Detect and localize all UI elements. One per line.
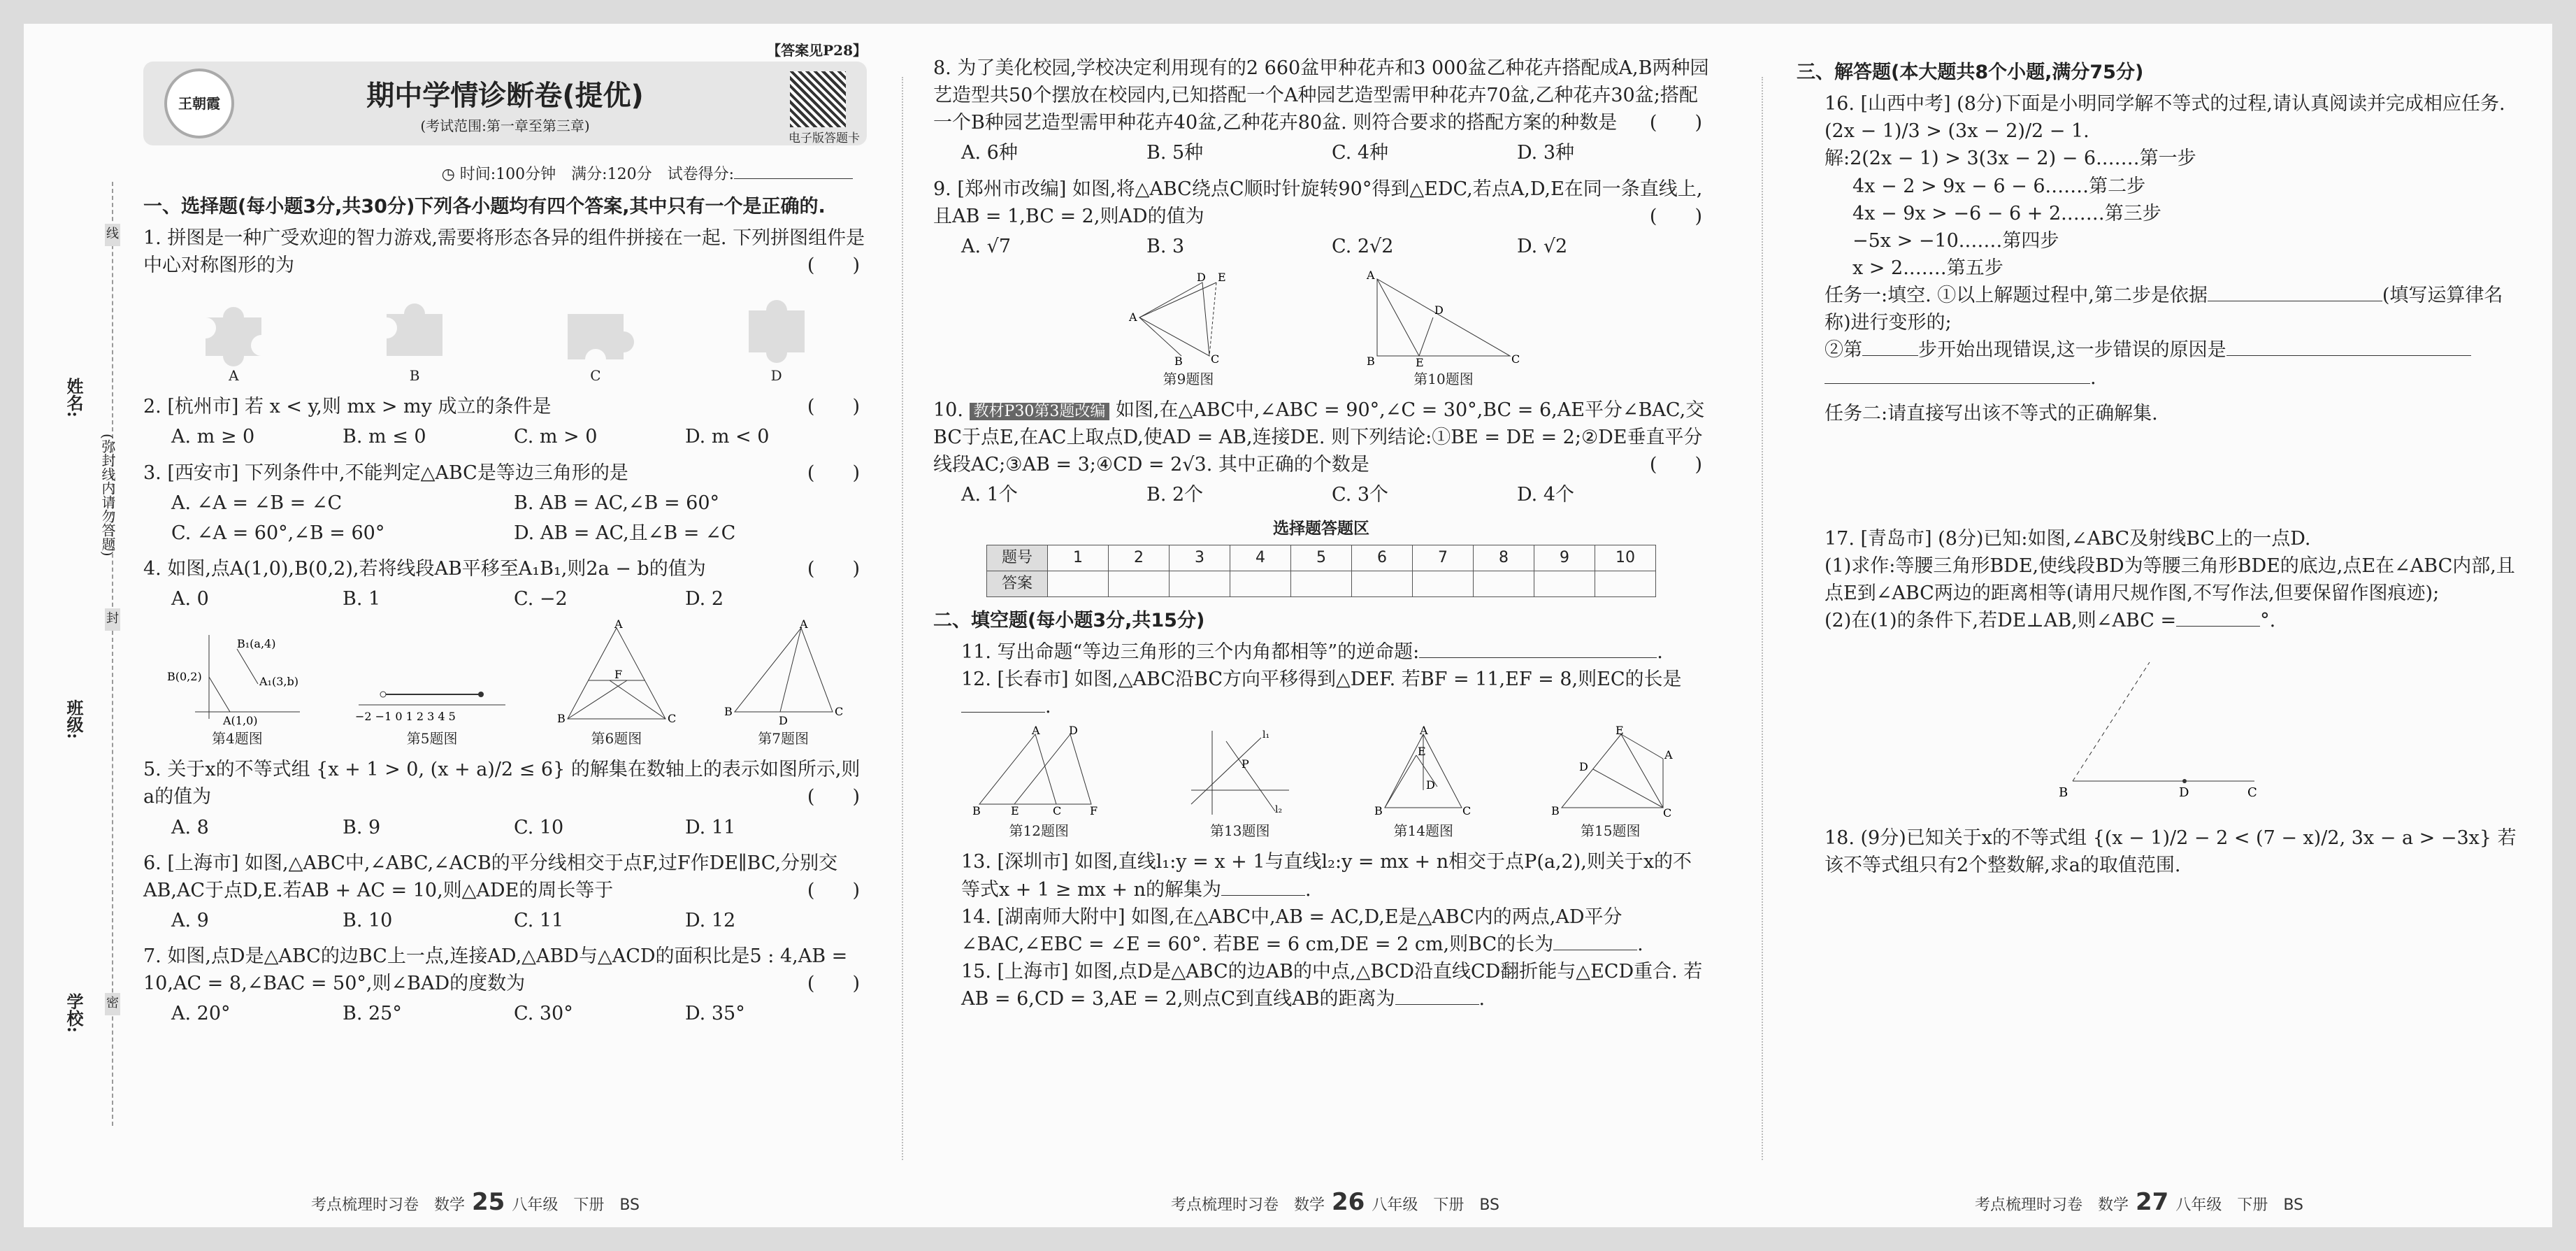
q8-text: 8. 为了美化校园,学校决定利用现有的2 660盆甲种花卉和3 000盆乙种花卉搭配成A,B两种园艺造型共50个摆放在校园内,已知搭配一个A种园艺造型需甲种花卉70盆,乙种花卉30盆;搭配一个B种园艺造型需甲种花卉40盆,乙种花卉80盆. 则符合要求的搭配方案的种数是	[933, 57, 1709, 134]
q17-part2-text: (2)在(1)的条件下,若DE⊥AB,则∠ABC =	[1825, 610, 2177, 632]
question-5	[143, 756, 867, 810]
q1-text: 1. 拼图是一种广受欢迎的智力游戏,需要将形态各异的组件拼接在一起. 下列拼图组件是中心对称图形的为	[143, 227, 865, 277]
qr-code[interactable]	[790, 71, 846, 127]
q3-opt-c: C. ∠A = 60°,∠B = 60°	[171, 522, 385, 544]
q8-opt-b: B. 5种	[1146, 142, 1204, 164]
svg-text:A: A	[799, 617, 808, 631]
q16-blank-3[interactable]	[2226, 355, 2471, 356]
q16-step-4: −5x > −10.……第四步	[1852, 229, 2059, 252]
footer-page-26	[1171, 1188, 1499, 1216]
footer-label: 考点梳理时习卷 数学	[311, 1196, 466, 1214]
q16-task1-part2	[1825, 336, 2517, 364]
q17-angle-diagram	[2045, 648, 2268, 802]
question-11: 11. 写出命题“等边三角形的三个内角都相等”的逆命题: .	[961, 641, 1663, 664]
answer-paren[interactable]: ( )	[1649, 112, 1702, 134]
q16-step-5: x > 2.……第五步	[1852, 257, 2003, 279]
ans-num: 10	[1595, 545, 1656, 571]
q17-part1: (1)求作:等腰三角形BDE,使线段BD为等腰三角形BDE的底边,点E在∠ABC内部,且点E到∠ABC两边的距离相等(请用尺规作图,不写作法,但要保留作图痕迹);	[1825, 555, 2515, 605]
question-14: 14. [湖南师大附中] 如图,在△ABC中,AB = AC,D,E是△ABC内的两点,AD平分∠BAC,∠EBC = ∠E = 60°. 若BE = 6 cm,DE = 2 cm,则BC的长为 .	[961, 906, 1643, 955]
svg-text:B: B	[1367, 354, 1375, 368]
q7-text: 7. 如图,点D是△ABC的边BC上一点,连接AD,△ABD与△ACD的面积比是5 : 4,AB = 10,AC = 8,∠BAC = 50°,则∠BAD的度数为	[143, 945, 848, 995]
page-number: 26	[1332, 1188, 1365, 1216]
q6-opt-a: A. 9	[171, 910, 209, 931]
q12-blank[interactable]	[961, 712, 1045, 713]
figures-12-15	[933, 724, 1709, 841]
svg-text:A: A	[614, 617, 623, 631]
q13-text: 13. [深圳市] 如图,直线l₁:y = x + 1与直线l₂:y = mx + n相交于点P(a,2),则关于x的不等式x + 1 ≥ mx + n的解集为	[961, 851, 1692, 901]
q16-step-3: 4x − 9x > −6 − 6 + 2.……第三步	[1852, 202, 2161, 224]
svg-text:B: B	[556, 712, 566, 726]
svg-text:D: D	[1426, 778, 1436, 792]
ans-num: 3	[1170, 545, 1230, 571]
answer-cell[interactable]	[1413, 571, 1474, 596]
footer-page-27	[1975, 1188, 2303, 1216]
fig6-caption: 第6题图	[591, 730, 642, 748]
q2-text: 2. [杭州市] 若 x < y,则 mx > my 成立的条件是	[143, 396, 552, 418]
fig13-caption: 第13题图	[1210, 822, 1270, 840]
q4-opt-a: A. 0	[171, 588, 209, 610]
q3-text: 3. [西安市] 下列条件中,不能判定△ABC是等边三角形的是	[143, 462, 628, 484]
svg-text:B: B	[1174, 354, 1183, 368]
q2-opt-b: B. m ≤ 0	[343, 426, 426, 448]
svg-text:C: C	[2247, 785, 2257, 801]
exam-subtitle: (考试范围:第一章至第三章)	[420, 117, 590, 134]
footer-grade: 八年级 下册 BS	[2175, 1196, 2304, 1214]
question-8	[933, 55, 1709, 136]
svg-text:D: D	[2179, 785, 2189, 801]
column-3: 三、解答题(本大题共8个小题,满分75分) 16. [山西中考] (8分)下面是小明同学解不等式的过程,请认真阅读并完成相应任务. (2x − 1)/3 > (3x − 2)/2 − 1. 解:2(2x − 1) > 3(3x − 2) − 6.……第一步 4x − 2 > 9x − 6 − 6.……第二步 4x − 9x > −6 − 6 + 2.……第三步 −5x > −10.……第四步 x > 2.……第五步 任务一:填空. ①以上解题过程中,第二步是依据 (填写运算律名称)进行变形的; ②第 步开始出现错误,这一步错误的原因是 . 任务二:请直接写出该不等式的正确解集. 17. [青岛市] (8分)已知:如图,∠ABC及射线BC上的一点D. (1)求作:等腰三角形BDE,使线段BD为等腰三角形BDE的底边,点E在∠ABC内部,且点E到∠ABC两边的距离相等(请用尺规作图,不写作法,但要保留作图痕迹); (2)在(1)的条件下,若DE⊥AB,则∠ABC = °. B D C 18. (9分)已知关于x的不等式组 {(x − 1)/2 − 2 < (7 − x)/2, 3x − a > −3x} 若该不等式组只有2个整数解,求a的取值范围.	[1797, 55, 2517, 1188]
section-2-title: 二、填空题(每小题3分,共15分)	[933, 609, 1205, 631]
fig13-diagram	[1184, 727, 1296, 818]
q6-opt-d: D. 12	[685, 910, 736, 931]
ans-num: 7	[1413, 545, 1474, 571]
svg-text:A: A	[1367, 268, 1375, 282]
svg-text:D: D	[1578, 760, 1588, 774]
footer-page-25	[311, 1188, 640, 1216]
q5-opt-b: B. 9	[343, 816, 381, 838]
svg-text:A(1,0): A(1,0)	[223, 714, 258, 728]
svg-text:C: C	[1462, 804, 1472, 818]
qr-label: 电子版答题卡	[789, 131, 860, 145]
q11-blank[interactable]	[1419, 657, 1657, 658]
column-divider	[902, 77, 903, 1160]
fig4-diagram	[167, 628, 307, 726]
footer-label: 考点梳理时习卷 数学	[1975, 1196, 2129, 1214]
svg-text:F: F	[614, 668, 622, 682]
q7-opt-c: C. 30°	[514, 1003, 573, 1025]
fig4-caption: 第4题图	[212, 730, 263, 748]
svg-text:B₁(a,4): B₁(a,4)	[237, 637, 276, 651]
q3-opt-d: D. AB = AC,且∠B = ∠C	[514, 522, 736, 544]
question-13: 13. [深圳市] 如图,直线l₁:y = x + 1与直线l₂:y = mx + n相交于点P(a,2),则关于x的不等式x + 1 ≥ mx + n的解集为 .	[961, 851, 1692, 901]
svg-text:D: D	[1434, 303, 1444, 317]
q4-opt-d: D. 2	[685, 588, 724, 610]
svg-text:l₁: l₁	[1262, 729, 1269, 741]
answer-paren[interactable]: ( )	[807, 396, 860, 418]
fig9-diagram	[1118, 269, 1258, 366]
svg-text:B: B	[1374, 804, 1383, 818]
fig12-caption: 第12题图	[1009, 822, 1069, 840]
exam-meta: 时间:100分钟 满分:120分 试卷得分:	[459, 166, 734, 183]
q2-opt-c: C. m > 0	[514, 426, 598, 448]
question-6	[143, 850, 867, 904]
svg-text:F: F	[1090, 804, 1098, 818]
question-7	[143, 943, 867, 997]
answer-cell[interactable]	[1352, 571, 1413, 596]
svg-text:A: A	[1420, 724, 1428, 738]
q17-figure	[1797, 648, 2517, 810]
q10-text: 如图,在△ABC中,∠ABC = 90°,∠C = 30°,BC = 6,AE平分∠BAC,交BC于点E,在AC上取点D,使AD = AB,连接DE. 则下列结论:①BE = DE = 2;②DE垂直平分线段AC;③AB = 3;④CD = 2√3. 其中正确的个数是	[933, 399, 1705, 476]
ans-num: 1	[1048, 545, 1109, 571]
q16-blank-4[interactable]	[1825, 383, 2090, 384]
question-4	[143, 555, 867, 582]
q9-opt-b: B. 3	[1146, 235, 1185, 257]
exam-title: 期中学情诊断卷(提优)	[366, 80, 644, 112]
opt-b: B	[409, 367, 420, 385]
row-label-num: 题号	[987, 545, 1048, 571]
q11-text: 11. 写出命题“等边三角形的三个内角都相等”的逆命题:	[961, 641, 1420, 664]
q1-figures	[143, 293, 867, 386]
q10-badge: 教材P30第3题改编	[970, 403, 1110, 420]
q16-step-1: 解:2(2x − 1) > 3(3x − 2) − 6.……第一步	[1825, 148, 2196, 170]
q7-opt-d: D. 35°	[685, 1003, 745, 1025]
svg-text:A: A	[1129, 310, 1137, 324]
seal-tag-seal: 封	[105, 608, 120, 631]
question-12: 12. [长春市] 如图,△ABC沿BC方向平移得到△DEF. 若BF = 11,EF = 8,则EC的长是.	[961, 669, 1682, 718]
question-18: 18. (9分)已知关于x的不等式组 {(x − 1)/2 − 2 < (7 − x)/2, 3x − a > −3x} 若该不等式组只有2个整数解,求a的取值范围.	[1825, 827, 2517, 876]
svg-text:B: B	[1550, 804, 1560, 818]
svg-text:E: E	[1011, 804, 1019, 818]
q9-opt-c: C. 2√2	[1332, 235, 1394, 257]
svg-text:C: C	[1511, 352, 1520, 366]
row-label-answer: 答案	[987, 571, 1048, 596]
svg-text:E: E	[1218, 270, 1226, 284]
q16-task1-suffix: (填写运算律名称)进行变形的;	[1825, 285, 2503, 334]
puzzle-a-icon	[195, 293, 272, 363]
q17-intro: 17. [青岛市] (8分)已知:如图,∠ABC及射线BC上的一点D.	[1825, 527, 2311, 550]
q16-task1c-text: ②第	[1825, 339, 1862, 362]
q4-opt-b: B. 1	[343, 588, 381, 610]
name-label: 姓名:	[64, 378, 84, 417]
question-9	[933, 176, 1709, 230]
q2-opt-a: A. m ≥ 0	[171, 426, 255, 448]
q9-text: 9. [郑州市改编] 如图,将△ABC绕点C顺时针旋转90°得到△EDC,若点A,D,E在同一条直线上,且AB = 1,BC = 2,则AD的值为	[933, 178, 1703, 227]
q16-task2: 任务二:请直接写出该不等式的正确解集.	[1825, 402, 2158, 424]
column-divider	[1762, 77, 1763, 1160]
answer-paren[interactable]: ( )	[807, 558, 860, 580]
q16-inequality: (2x − 1)/3 > (3x − 2)/2 − 1.	[1825, 120, 2089, 143]
q6-opt-b: B. 10	[343, 910, 393, 931]
q6-text: 6. [上海市] 如图,△ABC中,∠ABC,∠ACB的平分线相交于点F,过F作DE∥BC,分别交AB,AC于点D,E.若AB + AC = 10,则△ADE的周长等于	[143, 852, 838, 901]
fig9-caption: 第9题图	[1163, 370, 1214, 387]
svg-text:C: C	[1053, 804, 1062, 818]
q7-opt-a: A. 20°	[171, 1003, 231, 1025]
svg-text:−2 −1 0 1 2 3 4 5: −2 −1 0 1 2 3 4 5	[355, 710, 456, 724]
column-2	[933, 55, 1709, 1188]
answer-cell[interactable]	[1109, 571, 1170, 596]
fig14-caption: 第14题图	[1393, 822, 1453, 840]
figures-4-7	[143, 617, 867, 749]
seal-line	[112, 182, 113, 1126]
q5-text: 5. 关于x的不等式组 {x + 1 > 0, (x + a)/2 ≤ 6} 的解集在数轴上的表示如图所示,则a的值为	[143, 759, 861, 808]
clock-icon: ◷	[441, 166, 460, 183]
seal-note: (弥封线内请勿答题)	[99, 434, 116, 557]
svg-text:E: E	[1615, 724, 1624, 738]
fig15-caption: 第15题图	[1581, 822, 1641, 840]
q8-opt-a: A. 6种	[961, 142, 1018, 164]
question-2	[143, 393, 867, 420]
answer-cell[interactable]	[1291, 571, 1352, 596]
q3-opt-b: B. AB = AC,∠B = 60°	[514, 492, 720, 514]
svg-text:E: E	[1416, 355, 1424, 369]
q2-opt-d: D. m < 0	[685, 426, 770, 448]
q6-opt-c: C. 11	[514, 910, 564, 931]
q5-opt-d: D. 11	[685, 816, 736, 838]
fig7-caption: 第7题图	[758, 730, 809, 748]
q7-opt-b: B. 25°	[343, 1003, 402, 1025]
footer-grade: 八年级 下册 BS	[1372, 1196, 1500, 1214]
answer-paren[interactable]: ( )	[1649, 454, 1702, 476]
exam-header	[143, 42, 867, 145]
q5-opt-a: A. 8	[171, 816, 209, 838]
page-number: 27	[2136, 1188, 2169, 1216]
q16-task1	[1825, 282, 2517, 336]
q14-text: 14. [湖南师大附中] 如图,在△ABC中,AB = AC,D,E是△ABC内的两点,AD平分∠BAC,∠EBC = ∠E = 60°. 若BE = 6 cm,DE = 2 cm,则BC的长为	[961, 906, 1622, 955]
answer-cell[interactable]	[1474, 571, 1534, 596]
fig12-diagram	[972, 724, 1105, 818]
svg-text:B: B	[972, 804, 981, 818]
question-3	[143, 459, 867, 487]
q9-opt-a: A. √7	[961, 235, 1012, 257]
svg-text:B(0,2): B(0,2)	[167, 670, 203, 684]
logo-text: 王朝霞	[178, 95, 220, 112]
answer-cell[interactable]	[1595, 571, 1656, 596]
svg-text:C: C	[667, 712, 677, 726]
seal-tag-secret: 密	[105, 993, 120, 1015]
svg-text:D: D	[778, 714, 788, 728]
q15-text: 15. [上海市] 如图,点D是△ABC的边AB的中点,△BCD沿直线CD翻折能与△ECD重合. 若AB = 6,CD = 3,AE = 2,则点C到直线AB的距离为	[961, 961, 1703, 1010]
q10-opt-b: B. 2个	[1146, 484, 1204, 506]
svg-text:C: C	[834, 705, 843, 719]
svg-text:A: A	[1664, 748, 1673, 762]
answer-cell[interactable]	[1170, 571, 1230, 596]
ans-num: 2	[1109, 545, 1170, 571]
ans-num: 8	[1474, 545, 1534, 571]
answer-paren[interactable]: ( )	[807, 973, 860, 995]
fig15-diagram	[1550, 724, 1673, 820]
q16-blank-2[interactable]	[1862, 355, 1918, 356]
svg-text:A: A	[1032, 724, 1040, 738]
answer-paren[interactable]: ( )	[807, 255, 860, 277]
fig6-diagram	[556, 617, 677, 726]
svg-text:D: D	[1197, 270, 1206, 284]
q4-opt-c: C. −2	[514, 588, 568, 610]
answer-ref: 【答案见P28】	[767, 42, 867, 59]
class-label: 班级:	[64, 699, 84, 739]
fig5-numberline	[355, 628, 509, 726]
svg-text:E: E	[1418, 745, 1426, 759]
score-blank[interactable]	[734, 178, 853, 179]
answer-paren[interactable]: ( )	[807, 879, 860, 901]
fig10-diagram	[1363, 268, 1524, 369]
q4-text: 4. 如图,点A(1,0),B(0,2),若将线段AB平移至A₁B₁,则2a − b的值为	[143, 558, 706, 580]
answer-table	[986, 545, 1656, 597]
svg-text:C: C	[1662, 806, 1671, 820]
section-3-title: 三、解答题(本大题共8个小题,满分75分)	[1797, 62, 2144, 83]
puzzle-d-icon	[738, 293, 815, 363]
svg-text:C: C	[1211, 352, 1220, 366]
q16-intro: 16. [山西中考] (8分)下面是小明同学解不等式的过程,请认真阅读并完成相应任务.	[1825, 93, 2505, 115]
answer-paren[interactable]: ( )	[807, 786, 860, 808]
q16-task1-text: 任务一:填空. ①以上解题过程中,第二步是依据	[1825, 285, 2208, 307]
figures-9-10	[933, 269, 1709, 389]
q9-opt-d: D. √2	[1517, 235, 1568, 257]
svg-text:D: D	[1069, 724, 1079, 738]
section-1-title: 一、选择题(每小题3分,共30分)下列各小题均有四个答案,其中只有一个是正确的.	[143, 195, 826, 217]
school-label: 学校:	[64, 993, 84, 1033]
svg-text:A₁(3,b): A₁(3,b)	[259, 675, 299, 689]
opt-a: A	[229, 367, 239, 385]
ans-num: 9	[1534, 545, 1595, 571]
puzzle-c-icon	[557, 293, 634, 363]
q3-opt-a: A. ∠A = ∠B = ∠C	[171, 492, 343, 514]
q17-part2: (2)在(1)的条件下,若DE⊥AB,则∠ABC = °.	[1825, 610, 2276, 632]
q16-step-2: 4x − 2 > 9x − 6 − 6.……第二步	[1852, 175, 2146, 197]
answer-area-title: 选择题答题区	[1273, 519, 1369, 538]
svg-text:B: B	[724, 705, 733, 719]
answer-paren[interactable]: ( )	[807, 462, 860, 484]
footer-grade: 八年级 下册 BS	[512, 1196, 640, 1214]
fig5-caption: 第5题图	[406, 730, 458, 748]
q10-opt-c: C. 3个	[1332, 484, 1389, 506]
answer-cell[interactable]	[1048, 571, 1109, 596]
q10-opt-a: A. 1个	[961, 484, 1018, 506]
fig14-diagram	[1374, 724, 1472, 818]
page-number: 25	[472, 1188, 505, 1216]
puzzle-b-icon	[376, 293, 453, 363]
q16-task1d-text: 步开始出现错误,这一步错误的原因是	[1918, 339, 2226, 362]
ans-num: 6	[1352, 545, 1413, 571]
opt-d: D	[770, 367, 782, 385]
answer-paren[interactable]: ( )	[1649, 205, 1702, 227]
q17-blank[interactable]	[2176, 626, 2260, 627]
q8-opt-d: D. 3种	[1517, 142, 1575, 164]
question-1	[143, 224, 867, 279]
q16-answer-space[interactable]	[1797, 427, 2517, 525]
answer-cell[interactable]	[1230, 571, 1291, 596]
question-15: 15. [上海市] 如图,点D是△ABC的边AB的中点,△BCD沿直线CD翻折能与△ECD重合. 若AB = 6,CD = 3,AE = 2,则点C到直线AB的距离为 .	[961, 961, 1703, 1010]
answer-cell[interactable]	[1534, 571, 1595, 596]
ans-num: 5	[1291, 545, 1352, 571]
q13-blank[interactable]	[1221, 895, 1305, 896]
fig10-caption: 第10题图	[1413, 370, 1474, 387]
q15-blank[interactable]	[1395, 1004, 1479, 1005]
q10-opt-d: D. 4个	[1517, 484, 1575, 506]
opt-c: C	[590, 367, 601, 385]
q5-opt-c: C. 10	[514, 816, 564, 838]
ans-num: 4	[1230, 545, 1291, 571]
column-1	[143, 42, 867, 1188]
question-10: 10. 教材P30第3题改编 如图,在△ABC中,∠ABC = 90°,∠C = 30°,BC = 6,AE平分∠BAC,交BC于点E,在AC上取点D,使AD = AB,连接DE. 则下列结论:①BE = DE = 2;②DE垂直平分线段AC;③AB = 3;④CD = 2√3. 其中正确的个数是 ( )	[933, 396, 1709, 478]
q12-text: 12. [长春市] 如图,△ABC沿BC方向平移得到△DEF. 若BF = 11,EF = 8,则EC的长是	[961, 669, 1682, 691]
fig7-diagram	[724, 617, 843, 728]
svg-text:B: B	[2059, 785, 2068, 801]
q8-opt-c: C. 4种	[1332, 142, 1389, 164]
footer-label: 考点梳理时习卷 数学	[1171, 1196, 1325, 1214]
svg-text:l₂: l₂	[1274, 804, 1282, 816]
svg-text:P: P	[1241, 757, 1249, 771]
seal-tag-line: 线	[105, 224, 120, 246]
